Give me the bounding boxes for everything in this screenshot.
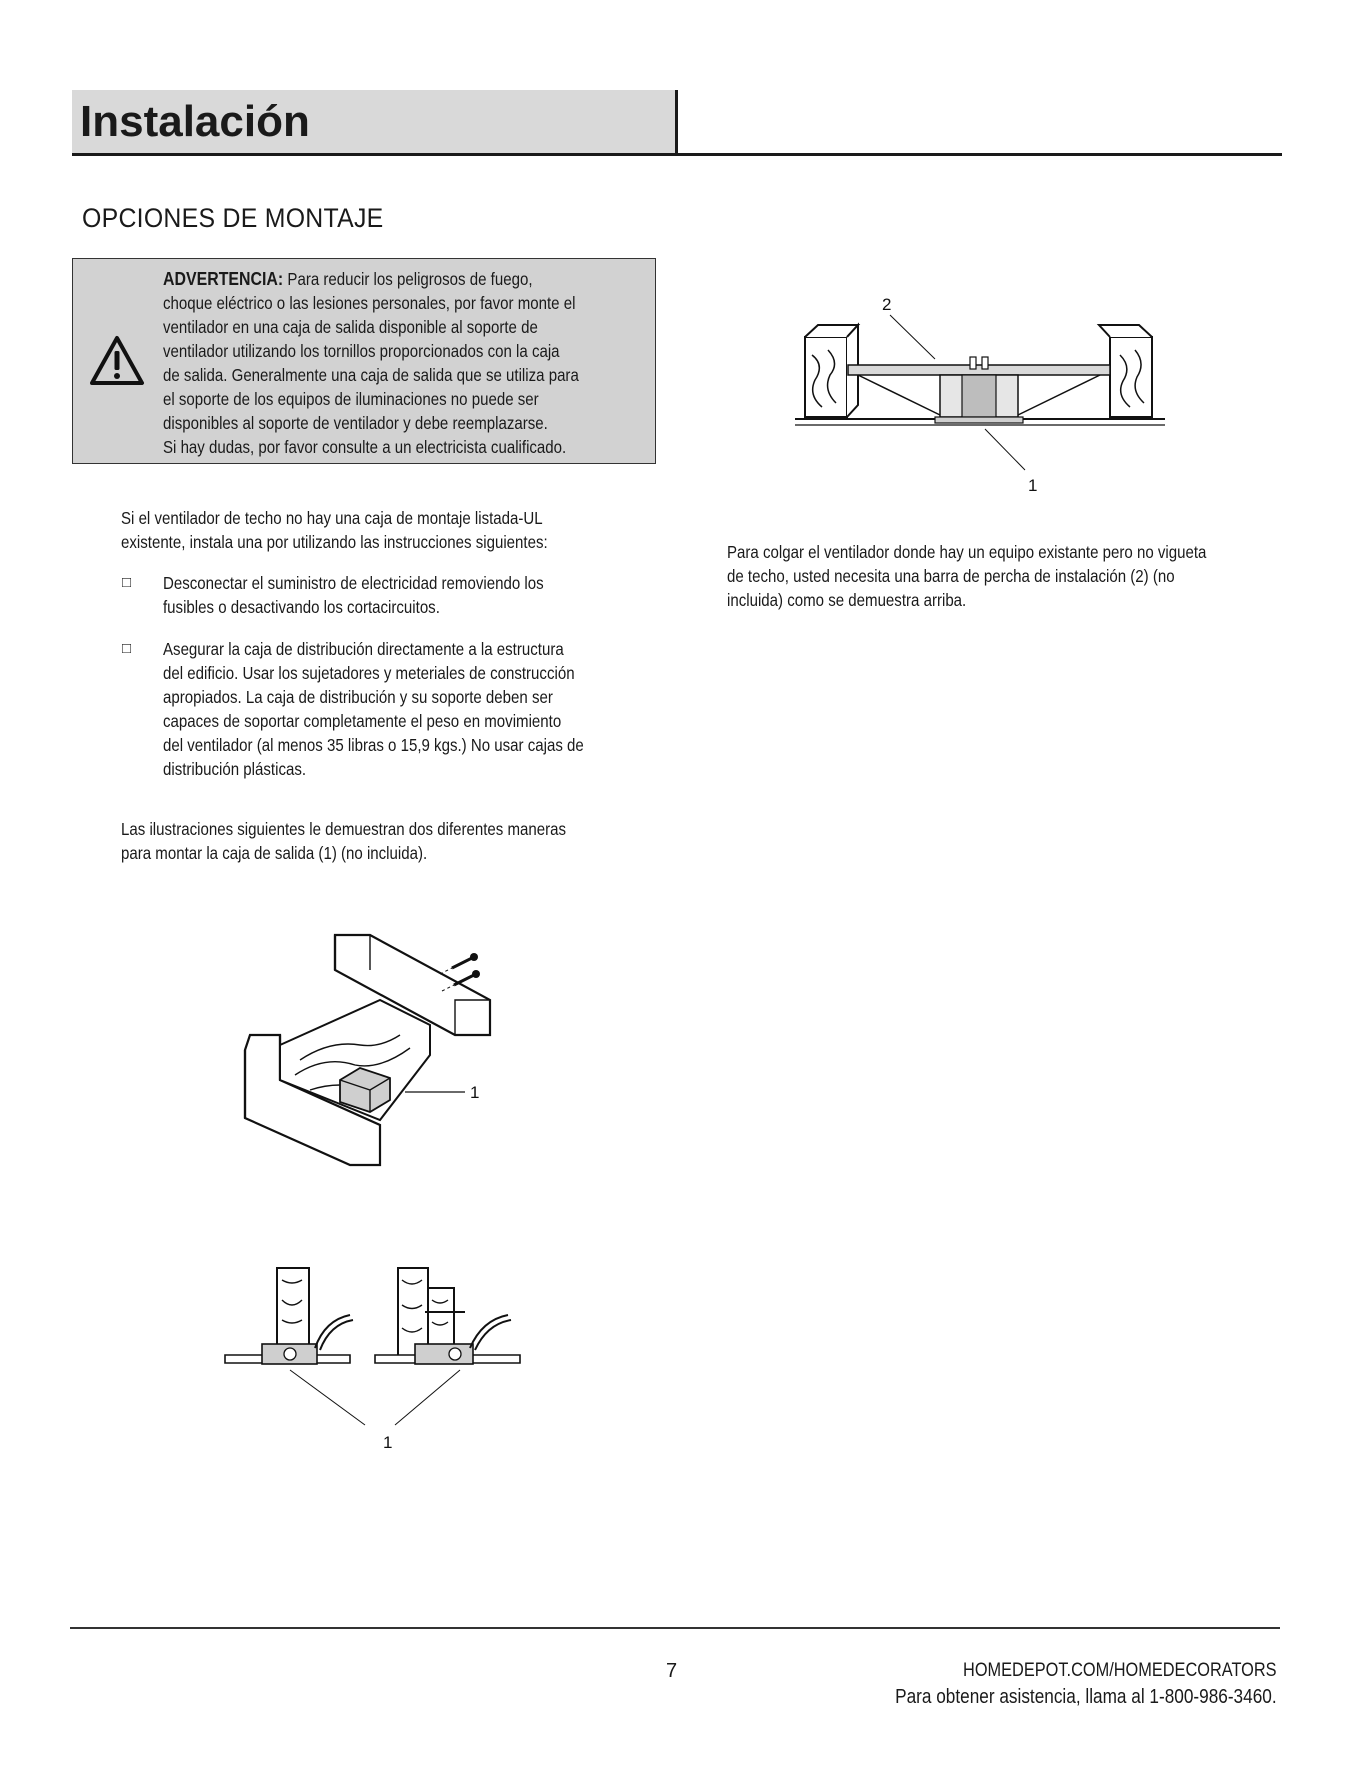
page-number: 7	[666, 1660, 678, 1682]
step-line: fusibles o desactivando los cortacircuitos.	[163, 597, 440, 617]
warning-line: Para reducir los peligrosos de fuego,	[287, 269, 533, 289]
footer-url[interactable]: HOMEDEPOT.COM/HOMEDECORATORS	[963, 1660, 1277, 1681]
step-line: capaces de soportar completamente el peso en movimiento	[163, 711, 562, 731]
warning-line: Si hay dudas, por favor consulte a un electricista cualificado.	[163, 437, 567, 457]
warning-lead: ADVERTENCIA:	[163, 268, 284, 289]
step-line: del edificio. Usar los sujetadores y meteriales de construcción	[163, 663, 575, 683]
step-line: Asegurar la caja de distribución directamente a la estructura	[163, 639, 564, 659]
warning-line: de salida. Generalmente una caja de salida que se utiliza para	[163, 365, 579, 385]
hanger-bar-line: incluida) como se demuestra arriba.	[727, 590, 967, 610]
warning-box	[72, 258, 656, 464]
warning-line: el soporte de los equipos de iluminaciones no puede ser	[163, 389, 539, 409]
checkbox-icon: □	[122, 640, 132, 657]
illustrations-text	[121, 817, 637, 865]
hanger-bar-line: de techo, usted necesita una barra de percha de instalación (2) (no	[727, 566, 1175, 586]
warning-line: ventilador utilizando los tornillos proporcionados con la caja	[163, 341, 560, 361]
step-line: apropiados. La caja de distribución y su soporte deben ser	[163, 687, 553, 707]
joist-mount-illustration	[240, 930, 500, 1170]
warning-line: disponibles al soporte de ventilador y debe reemplazarse.	[163, 413, 548, 433]
intro-line: Si el ventilador de techo no hay una caja de montaje listada-UL	[121, 508, 543, 528]
step-text	[163, 637, 645, 781]
callout-label: 1	[470, 1083, 480, 1102]
callout-label: 1	[1028, 476, 1038, 495]
hanger-bar-text	[727, 540, 1260, 612]
warning-triangle-icon	[89, 335, 145, 392]
intro-line: existente, instala una por utilizando las instrucciones siguientes:	[121, 532, 548, 552]
warning-line: ventilador en una caja de salida disponible al soporte de	[163, 317, 538, 337]
page-title: Instalación	[80, 97, 310, 146]
illustrations-line: Las ilustraciones siguientes le demuestran dos diferentes maneras	[121, 819, 567, 839]
checkbox-icon: □	[122, 574, 132, 591]
step-line: Desconectar el suministro de electricidad removiendo los	[163, 573, 544, 593]
header-divider	[675, 90, 678, 156]
footer-rule	[70, 1627, 1280, 1629]
header-rule	[72, 153, 1282, 156]
warning-text	[163, 267, 645, 459]
side-view-illustration	[220, 1260, 530, 1455]
section-title: OPCIONES DE MONTAJE	[82, 203, 384, 233]
hanger-bar-illustration	[790, 295, 1170, 495]
warning-line: choque eléctrico o las lesiones personales, por favor monte el	[163, 293, 576, 313]
callout-label: 2	[882, 295, 892, 314]
callout-label: 1	[383, 1433, 393, 1452]
footer-help: Para obtener asistencia, llama al 1-800-986-3460.	[895, 1686, 1277, 1708]
step-line: del ventilador (al menos 35 libras o 15,9 kgs.) No usar cajas de	[163, 735, 584, 755]
hanger-bar-line: Para colgar el ventilador donde hay un equipo existante pero no vigueta	[727, 542, 1207, 562]
intro-text	[121, 506, 637, 554]
step-text	[163, 571, 645, 619]
step-line: distribución plásticas.	[163, 759, 307, 779]
illustrations-line: para montar la caja de salida (1) (no incluida).	[121, 843, 428, 863]
